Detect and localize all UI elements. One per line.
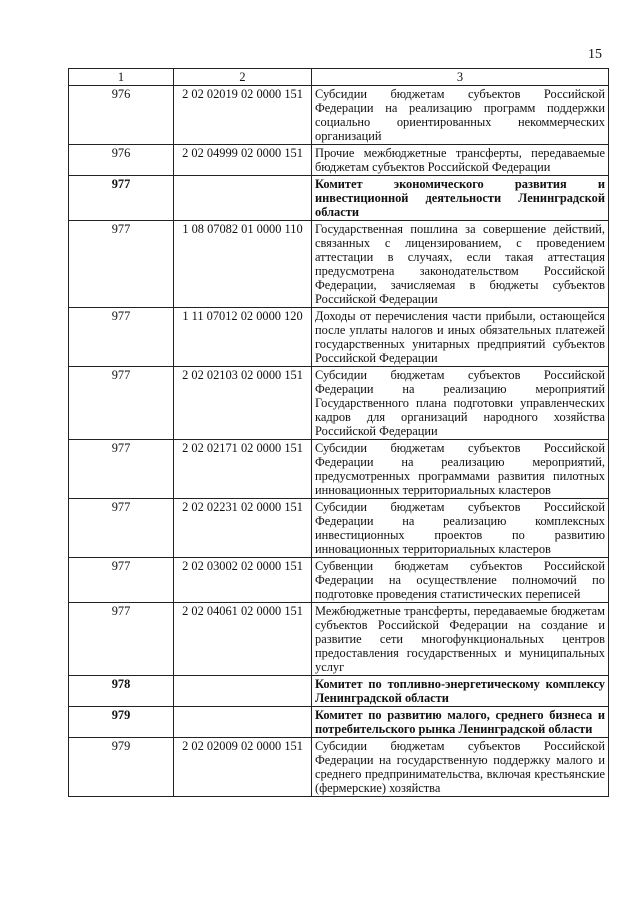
kbk-code-cell: 2 02 02103 02 0000 151 (174, 367, 312, 440)
description-cell: Субсидии бюджетам субъектов Российской Федерации на реализацию комплексных инвестиционных проектов по развитию инновационных территориальных кластеров (312, 499, 609, 558)
table-row (69, 499, 609, 558)
description-cell: Комитет по развитию малого, среднего бизнеса и потребительского рынка Ленинградской области (312, 707, 609, 738)
kbk-code-cell (174, 676, 312, 707)
kbk-code-cell (174, 176, 312, 221)
budget-classification-table (68, 68, 609, 797)
table-row (69, 603, 609, 676)
kbk-code-cell: 2 02 02231 02 0000 151 (174, 499, 312, 558)
page-number: 15 (588, 47, 602, 62)
column-header-2: 2 (174, 69, 312, 86)
kbk-code-cell: 2 02 02171 02 0000 151 (174, 440, 312, 499)
kbk-code-cell (174, 707, 312, 738)
admin-code-cell: 977 (69, 221, 174, 308)
description-cell: Субсидии бюджетам субъектов Российской Федерации на реализацию мероприятий Государственного плана подготовки управленческих кадров для организаций народного хозяйства Российской Федерации (312, 367, 609, 440)
kbk-code-cell: 2 02 03002 02 0000 151 (174, 558, 312, 603)
description-cell: Государственная пошлина за совершение действий, связанных с лицензированием, с проведением аттестации в случаях, если такая аттестация предусмотрена законодательством Российской Федерации, зачисляемая в бюджеты субъектов Российской Федерации (312, 221, 609, 308)
description-cell: Субвенции бюджетам субъектов Российской Федерации на осуществление полномочий по подготовке проведения статистических переписей (312, 558, 609, 603)
description-cell: Комитет экономического развития и инвестиционной деятельности Ленинградской области (312, 176, 609, 221)
description-cell: Субсидии бюджетам субъектов Российской Федерации на реализацию мероприятий, предусмотренных программами развития пилотных инновационных территориальных кластеров (312, 440, 609, 499)
kbk-code-cell: 2 02 02019 02 0000 151 (174, 86, 312, 145)
table-row (69, 440, 609, 499)
description-cell: Субсидии бюджетам субъектов Российской Федерации на государственную поддержку малого и среднего предпринимательства, включая крестьянские (фермерские) хозяйства (312, 738, 609, 797)
kbk-code-cell: 2 02 04999 02 0000 151 (174, 145, 312, 176)
admin-code-cell: 976 (69, 145, 174, 176)
kbk-code-cell: 2 02 02009 02 0000 151 (174, 738, 312, 797)
admin-code-cell: 977 (69, 558, 174, 603)
admin-code-cell: 977 (69, 499, 174, 558)
kbk-code-cell: 1 08 07082 01 0000 110 (174, 221, 312, 308)
admin-code-cell: 977 (69, 308, 174, 367)
admin-code-cell: 977 (69, 176, 174, 221)
admin-code-cell: 976 (69, 86, 174, 145)
table-row (69, 367, 609, 440)
table-row (69, 86, 609, 145)
table-header-row (69, 69, 609, 86)
table-row (69, 145, 609, 176)
table-row (69, 707, 609, 738)
table-row (69, 676, 609, 707)
table-row (69, 176, 609, 221)
table-row (69, 221, 609, 308)
table-row (69, 558, 609, 603)
admin-code-cell: 977 (69, 367, 174, 440)
admin-code-cell: 977 (69, 440, 174, 499)
table-row (69, 738, 609, 797)
admin-code-cell: 979 (69, 707, 174, 738)
description-cell: Прочие межбюджетные трансферты, передаваемые бюджетам субъектов Российской Федерации (312, 145, 609, 176)
description-cell: Доходы от перечисления части прибыли, остающейся после уплаты налогов и иных обязательных платежей государственных унитарных предприятий субъектов Российской Федерации (312, 308, 609, 367)
description-cell: Субсидии бюджетам субъектов Российской Федерации на реализацию программ поддержки социально ориентированных некоммерческих организаций (312, 86, 609, 145)
table-row (69, 308, 609, 367)
kbk-code-cell: 2 02 04061 02 0000 151 (174, 603, 312, 676)
kbk-code-cell: 1 11 07012 02 0000 120 (174, 308, 312, 367)
column-header-3: 3 (312, 69, 609, 86)
admin-code-cell: 977 (69, 603, 174, 676)
column-header-1: 1 (69, 69, 174, 86)
description-cell: Комитет по топливно-энергетическому комплексу Ленинградской области (312, 676, 609, 707)
admin-code-cell: 979 (69, 738, 174, 797)
admin-code-cell: 978 (69, 676, 174, 707)
description-cell: Межбюджетные трансферты, передаваемые бюджетам субъектов Российской Федерации на создание и развитие сети многофункциональных центров предоставления государственных и муниципальных услуг (312, 603, 609, 676)
